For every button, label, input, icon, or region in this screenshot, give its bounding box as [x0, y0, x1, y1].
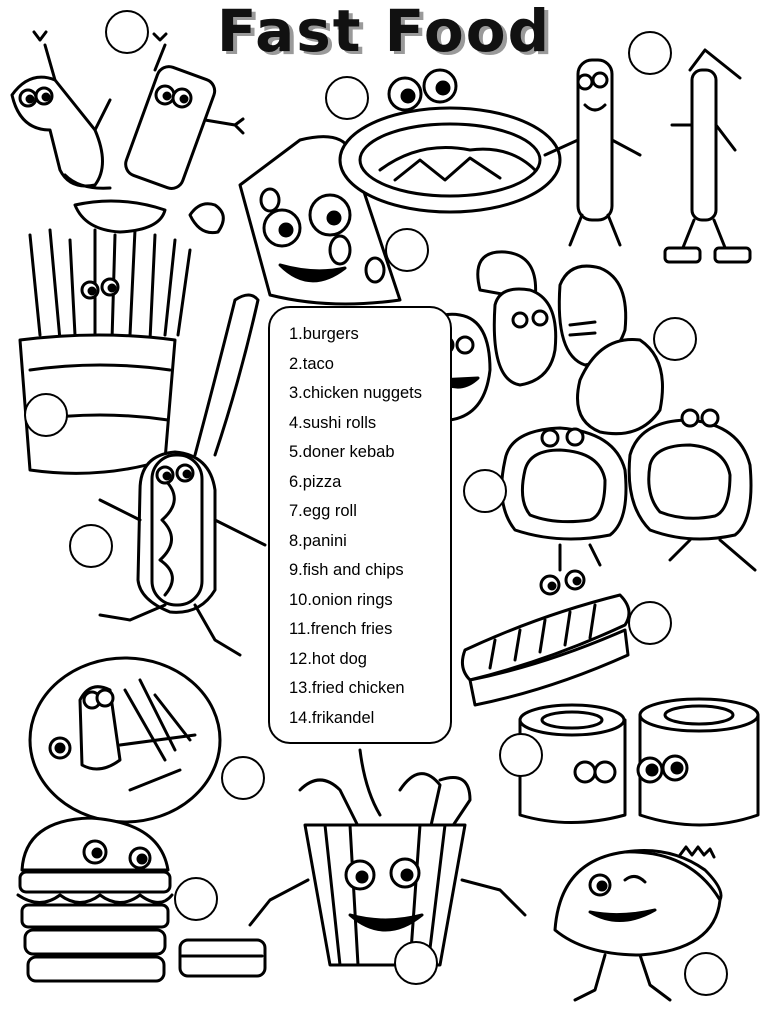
word-list-item: 14.frikandel — [289, 708, 375, 727]
doner-kebab-illustration — [340, 70, 560, 212]
word-list-item: 4.sushi rolls — [289, 413, 377, 432]
word-list-item: 5.doner kebab — [289, 443, 395, 461]
answer-circle-pizza[interactable] — [385, 228, 429, 272]
word-list-item: 13.fried chicken — [289, 679, 405, 697]
word-list-item: 2.taco — [289, 354, 334, 373]
fried-chicken-illustration — [250, 750, 525, 965]
word-list-item: 6.pizza — [289, 472, 342, 491]
sushi-rolls-illustration — [520, 699, 758, 825]
answer-circle-sushi[interactable] — [499, 733, 543, 777]
answer-circle-fish-and-chips[interactable] — [221, 756, 265, 800]
word-list — [289, 320, 422, 733]
answer-circle-french-fries[interactable] — [24, 393, 68, 437]
word-list-item: 3.chicken nuggets — [289, 384, 423, 402]
fish-and-chips-illustration — [30, 658, 220, 822]
answer-circle-doner-kebab[interactable] — [325, 76, 369, 120]
word-list-item: 1.burgers — [289, 325, 359, 343]
word-list-item: 12.hot dog — [289, 649, 367, 668]
chicken-nuggets-illustration — [424, 252, 662, 434]
answer-circle-burger[interactable] — [174, 877, 218, 921]
word-list-item: 9.fish and chips — [289, 561, 404, 579]
answer-circle-nuggets[interactable] — [653, 317, 697, 361]
answer-circle-fried-chicken[interactable] — [394, 941, 438, 985]
word-list-box — [268, 306, 452, 744]
answer-circle-onion-rings[interactable] — [463, 469, 507, 513]
word-list-item: 7.egg roll — [289, 502, 357, 520]
answer-circle-taco[interactable] — [684, 952, 728, 996]
frikandel-standing-illustration — [545, 50, 750, 262]
answer-circle-frikandel-left[interactable] — [105, 10, 149, 54]
answer-circle-panini[interactable] — [628, 601, 672, 645]
panini-illustration — [462, 571, 629, 705]
word-list-item: 8.panini — [289, 531, 347, 550]
page-title: Fast Food — [216, 0, 552, 65]
word-list-item: 10.onion rings — [289, 590, 393, 609]
answer-circle-frikandel-right[interactable] — [628, 31, 672, 75]
burger-illustration — [18, 818, 265, 981]
word-list-item: 11.french fries — [289, 620, 393, 638]
onion-rings-illustration — [502, 410, 755, 570]
answer-circle-hot-dog[interactable] — [69, 524, 113, 568]
